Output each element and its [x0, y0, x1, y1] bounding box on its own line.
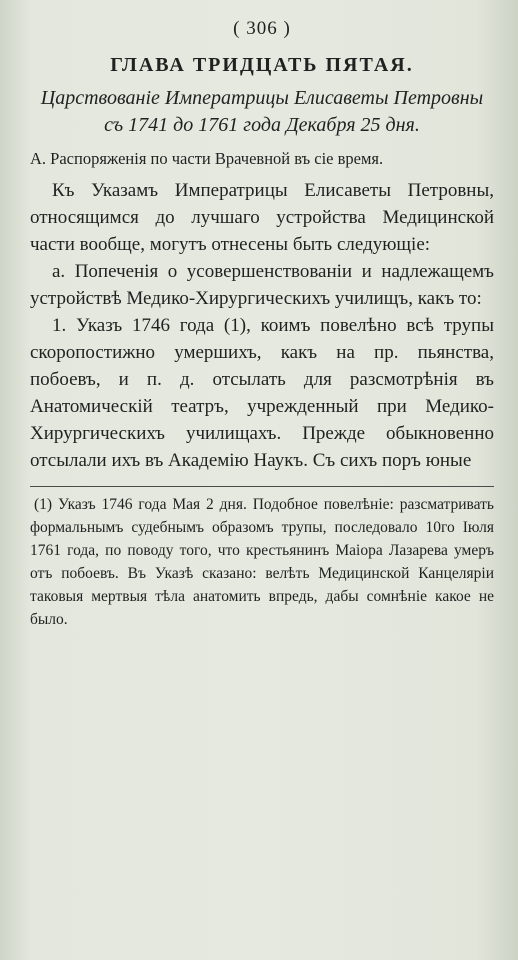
intro-paragraph: Къ Указамъ Императрицы Елисаветы Петровны, относящимся до лучшаго устройства Медицинской части вообще, могутъ отнесены быть следующіе:	[30, 180, 494, 255]
footnote: (1) Указъ 1746 года Мая 2 дня. Подобное повелѣніе: разсматривать формальнымъ судебнымъ образомъ трупы, последовало 10го Іюля 1761 года, по поводу того, что крестьянинъ Маіора Лазарева умеръ отъ побоевъ. Въ Указѣ сказано: велѣть Медицинской Канцеляріи таковыя мертвыя тѣла анатомить впредь, дабы сомнѣніе какое не было.	[30, 496, 494, 628]
chapter-subtitle: Царствованіе Императрицы Елисаветы Петровны съ 1741 до 1761 года Декабря 25 дня.	[40, 87, 484, 136]
chapter-title: ГЛАВА ТРИДЦАТЬ ПЯТАЯ.	[110, 54, 414, 76]
footnote-divider	[30, 486, 494, 487]
subsection-heading: а. Попеченія о усовершенствованіи и надлежащемъ устройствѣ Медико-Хирургическихъ училищъ, какъ то:	[30, 261, 494, 309]
section-heading: А. Распоряженія по части Врачевной въ сіе время.	[30, 149, 384, 168]
page-number: ( 306 )	[233, 18, 291, 39]
item-1-paragraph: 1. Указъ 1746 года (1), коимъ повелѣно всѣ трупы скоропостижно умершихъ, какъ на пр. пьянства, побоевъ, и п. д. отсылать для разсмотрѣнія въ Анатомическій театръ, учрежденный при Медико-Хирургическихъ училищахъ. Прежде обыкновенно отсылали ихъ въ Академію Наукъ. Съ сихъ поръ юные	[30, 315, 494, 471]
